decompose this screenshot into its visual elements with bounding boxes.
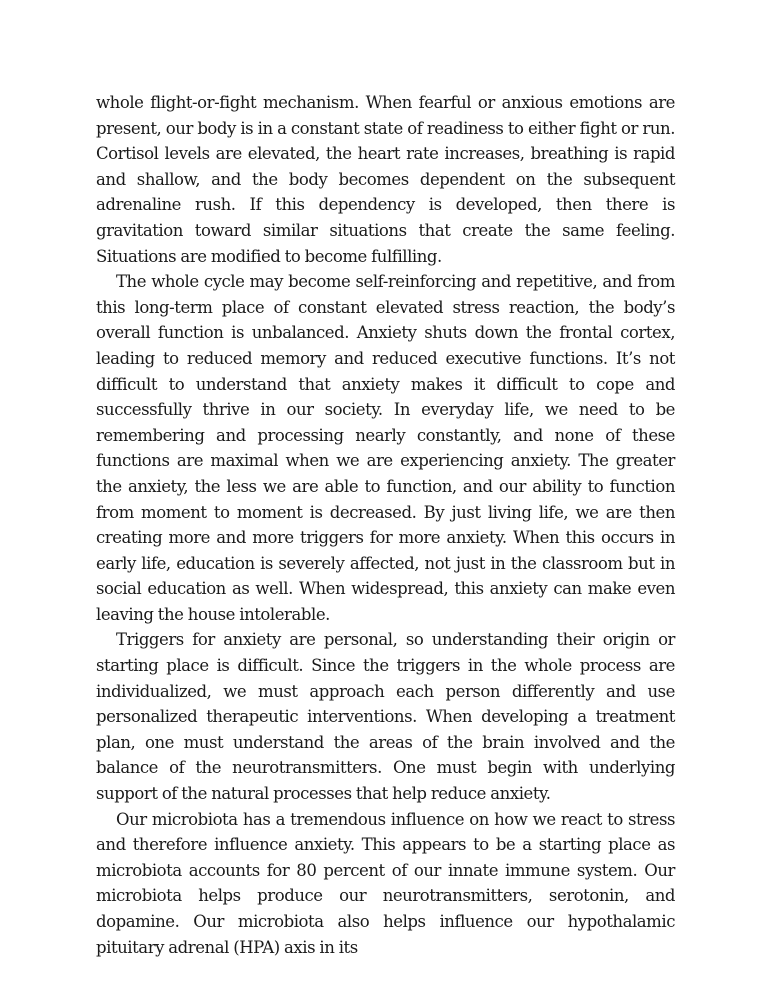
paragraph-microbiota: Our microbiota has a tremendous influence on how we react to stress and therefore influence anxiety. This appears to be a starting place as microbiota accounts for 80 percent of our innate immune system. Our microbiota helps produce our neurotransmitters, serotonin, and dopamine. Our microbiota also helps influence our hypothalamic pituitary adrenal (HPA) axis in its [96,809,675,957]
paragraph-triggers: Triggers for anxiety are personal, so understanding their origin or starting place is difficult. Since the triggers in the whole process are individualized, we must approach each person differently and use personalized therapeutic interventions. When developing a treatment plan, one must understand the areas of the brain involved and the balance of the neurotransmitters. One must begin with underlying support of the natural processes that help reduce anxiety. [96,630,675,804]
document-page [96,90,675,960]
paragraph-self-reinforcing-cycle: The whole cycle may become self-reinforcing and repetitive, and from this long-term place of constant elevated stress reaction, the body’s overall function is unbalanced. Anxiety shuts down the frontal cortex, leading to reduced memory and reduced executive functions. It’s not difficult to understand that anxiety makes it difficult to cope and successfully thrive in our society. In everyday life, we need to be remembering and processing nearly constantly, and none of these functions are maximal when we are experiencing anxiety. The greater the anxiety, the less we are able to function, and our ability to function from moment to moment is decreased. By just living life, we are then creating more and more triggers for more anxiety. When this occurs in early life, education is severely affected, not just in the classroom but in social education as well. When widespread, this anxiety can make even leaving the house intolerable. [96,272,675,624]
paragraph-flight-or-fight: whole flight-or-fight mechanism. When fearful or anxious emotions are present, our body is in a constant state of readiness to either fight or run. Cortisol levels are elevated, the heart rate increases, breathing is rapid and shallow, and the body becomes dependent on the subsequent adrenaline rush. If this dependency is developed, then there is gravitation toward similar situations that create the same feeling. Situations are modified to become fulfilling. [96,93,675,266]
